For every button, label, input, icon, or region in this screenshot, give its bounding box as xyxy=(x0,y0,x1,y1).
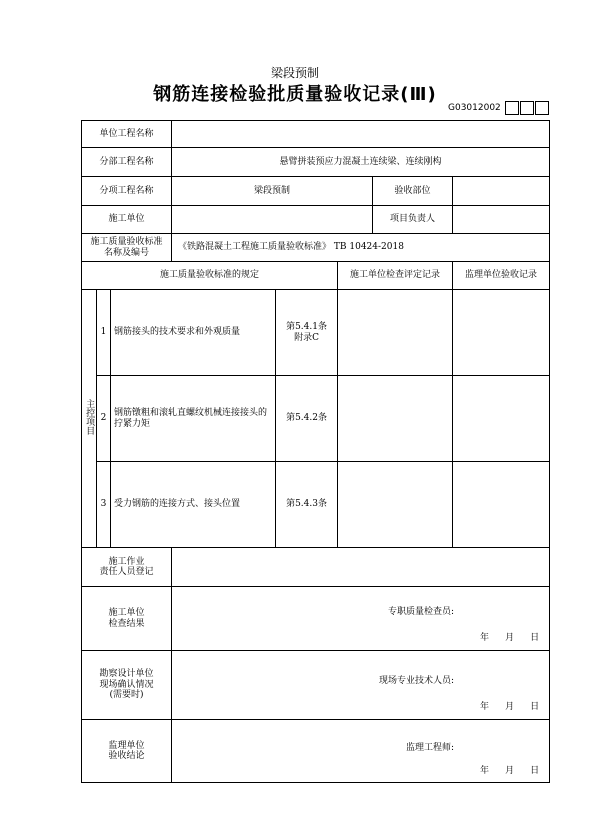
item-3-no: 3 xyxy=(97,462,111,548)
supervision-line-1: 监理单位 xyxy=(108,740,145,751)
date-month: 月 xyxy=(505,702,517,712)
acceptance-record-table xyxy=(81,120,550,783)
project-leader-label: 项目负责人 xyxy=(373,206,453,234)
main-control-label xyxy=(82,290,97,548)
date-year: 年 xyxy=(480,702,492,712)
design-confirmation-value[interactable] xyxy=(172,651,550,720)
date-day: 日 xyxy=(530,766,542,776)
date-year: 年 xyxy=(480,766,492,776)
date-day: 日 xyxy=(530,633,542,643)
division-label: 分部工程名称 xyxy=(82,148,172,177)
supervision-person-label: 监理工程师: xyxy=(406,743,455,753)
main-control-label-text: 主控项目 xyxy=(84,398,95,435)
acceptance-part-label: 验收部位 xyxy=(373,177,453,206)
form-title: 钢筋连接检验批质量验收记录(Ⅲ) xyxy=(153,84,437,105)
column-supervision-record-header: 监理单位验收记录 xyxy=(453,262,550,290)
item-1-desc: 钢筋接头的技术要求和外观质量 xyxy=(111,290,276,376)
item-1-clause xyxy=(276,290,338,376)
standard-label-line-2: 名称及编号 xyxy=(104,247,150,258)
subitem-value[interactable]: 梁段预制 xyxy=(172,177,373,206)
supervision-line-2: 验收结论 xyxy=(108,751,145,761)
date-month: 月 xyxy=(505,633,517,643)
item-1-no: 1 xyxy=(97,290,111,376)
supervision-conclusion-value[interactable] xyxy=(172,720,550,783)
unit-project-value[interactable] xyxy=(172,121,550,148)
subitem-label: 分项工程名称 xyxy=(82,177,172,206)
item-3-desc: 受力钢筋的连接方式、接头位置 xyxy=(111,462,276,548)
date-month: 月 xyxy=(505,766,517,776)
form-code-row xyxy=(448,101,549,115)
construction-result-line-1: 施工单位 xyxy=(108,608,145,619)
construction-unit-label: 施工单位 xyxy=(82,206,172,234)
construction-result-label xyxy=(82,587,172,651)
item-3-construction-record[interactable] xyxy=(338,462,453,548)
item-2-desc: 钢筋镦粗和滚轧直螺纹机械连接接头的拧紧力矩 xyxy=(111,376,276,462)
supervision-conclusion-date xyxy=(466,766,541,776)
worker-registration-line-1: 施工作业 xyxy=(108,556,145,567)
unit-project-label: 单位工程名称 xyxy=(82,121,172,148)
item-2-construction-record[interactable] xyxy=(338,376,453,462)
item-1-clause-1: 第5.4.1条 xyxy=(286,322,327,333)
form-subtitle: 梁段预制 xyxy=(270,66,319,80)
standard-value: 《铁路混凝土工程施工质量验收标准》 TB 10424-2018 xyxy=(172,234,550,262)
design-confirmation-date xyxy=(466,702,541,712)
item-2-no: 2 xyxy=(97,376,111,462)
item-3-supervision-record[interactable] xyxy=(453,462,550,548)
construction-result-value[interactable] xyxy=(172,587,550,651)
date-day: 日 xyxy=(530,702,542,712)
item-1-construction-record[interactable] xyxy=(338,290,453,376)
item-1-clause-2: 附录C xyxy=(294,332,319,343)
item-2-supervision-record[interactable] xyxy=(453,376,550,462)
design-confirmation-label xyxy=(82,651,172,720)
code-box-1[interactable] xyxy=(505,101,519,115)
worker-registration-label xyxy=(82,548,172,587)
design-person-label: 现场专业技术人员: xyxy=(379,676,455,686)
form-code: G03012002 xyxy=(448,103,501,113)
column-construction-record-header: 施工单位检查评定记录 xyxy=(338,262,453,290)
design-line-3: (需要时) xyxy=(109,690,144,701)
item-2-clause: 第5.4.2条 xyxy=(276,376,338,462)
code-box-3[interactable] xyxy=(535,101,549,115)
date-year: 年 xyxy=(480,633,492,643)
item-3-clause: 第5.4.3条 xyxy=(276,462,338,548)
standard-label xyxy=(82,234,172,262)
acceptance-part-value[interactable] xyxy=(453,177,550,206)
design-line-1: 勘察设计单位 xyxy=(99,669,154,680)
division-value[interactable]: 悬臂拼装预应力混凝土连续梁、连续刚构 xyxy=(172,148,550,177)
worker-registration-value[interactable] xyxy=(172,548,550,587)
item-1-supervision-record[interactable] xyxy=(453,290,550,376)
standard-label-line-1: 施工质量验收标准 xyxy=(90,237,163,248)
construction-result-line-2: 检查结果 xyxy=(108,618,145,629)
code-box-2[interactable] xyxy=(520,101,534,115)
worker-registration-line-2: 责任人员登记 xyxy=(99,567,154,577)
construction-result-date xyxy=(466,633,541,643)
column-spec-header: 施工质量验收标准的规定 xyxy=(82,262,338,290)
design-line-2: 现场确认情况 xyxy=(99,679,154,690)
construction-inspector-label: 专职质量检查员: xyxy=(388,607,455,617)
supervision-conclusion-label xyxy=(82,720,172,783)
project-leader-value[interactable] xyxy=(453,206,550,234)
construction-unit-value[interactable] xyxy=(172,206,373,234)
